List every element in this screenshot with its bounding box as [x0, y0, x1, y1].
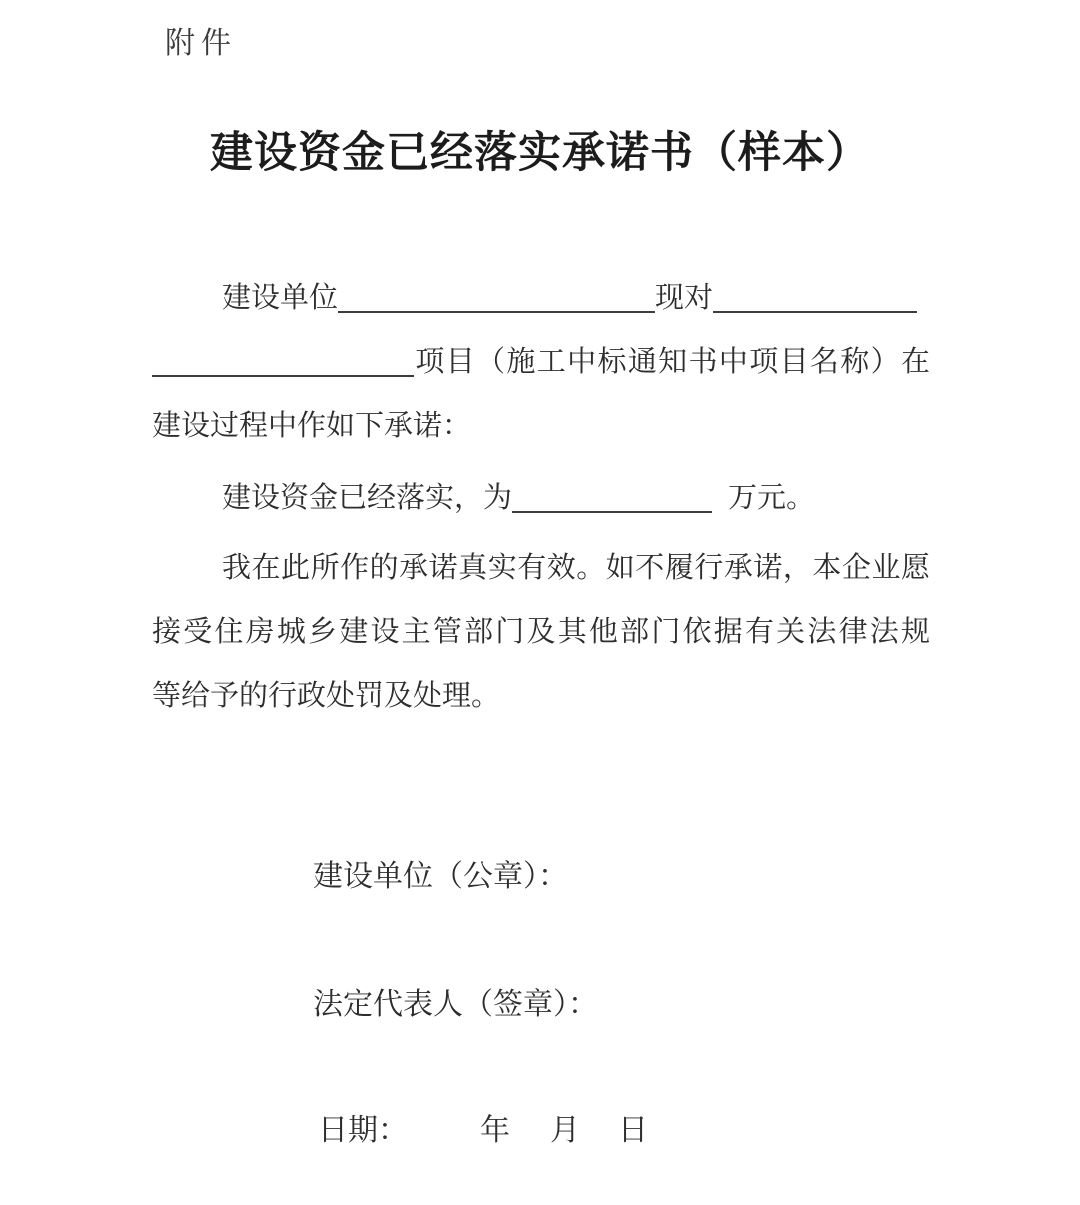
company-seal-label: 建设单位（公章）：	[313, 860, 568, 893]
intro-line-1	[152, 266, 930, 330]
attachment-label: 附件	[165, 27, 237, 60]
promise-line-2	[152, 600, 930, 664]
date-day-label: 日	[618, 1114, 648, 1147]
promise-line-3	[152, 664, 930, 728]
funds-text1: 建设资金已经落实，为	[222, 482, 513, 514]
paragraph-intro	[152, 266, 930, 458]
intro-line3-text: 建设过程中作如下承诺：	[152, 410, 472, 442]
paragraph-promise	[152, 536, 930, 728]
document-body	[152, 266, 930, 728]
paragraph-funds	[152, 466, 930, 530]
intro-line-2	[152, 330, 930, 394]
signature-block	[0, 845, 1080, 1163]
funds-text2: 万元。	[728, 482, 816, 514]
date-year-label: 年	[480, 1114, 510, 1147]
promise-line-1	[152, 536, 930, 600]
date-month-label: 月	[550, 1114, 580, 1147]
blank-amount	[512, 483, 712, 513]
legal-representative-label: 法定代表人（签章）：	[313, 988, 598, 1021]
blank-project-name-b	[152, 347, 414, 377]
date-label: 日期：	[318, 1114, 408, 1147]
blank-project-name-a	[713, 283, 917, 313]
blank-construction-unit	[338, 283, 655, 313]
intro-line1-text2: 现对	[655, 282, 714, 314]
commitment-letter-document	[0, 26, 1080, 1205]
intro-line1-text1: 建设单位	[222, 282, 339, 314]
intro-line2-text: 项目（施工中标通知书中项目名称）在	[414, 346, 930, 378]
promise-line1-text: 我在此所作的承诺真实有效。如不履行承诺，本企业愿	[222, 552, 930, 584]
intro-line-3	[152, 394, 930, 458]
promise-line3-text: 等给予的行政处罚及处理。	[152, 680, 501, 712]
document-title: 建设资金已经落实承诺书（样本）	[210, 129, 870, 177]
funds-line	[152, 466, 930, 530]
date-line	[313, 1099, 1080, 1163]
promise-line2-text: 接受住房城乡建设主管部门及其他部门依据有关法律法规	[152, 616, 930, 648]
